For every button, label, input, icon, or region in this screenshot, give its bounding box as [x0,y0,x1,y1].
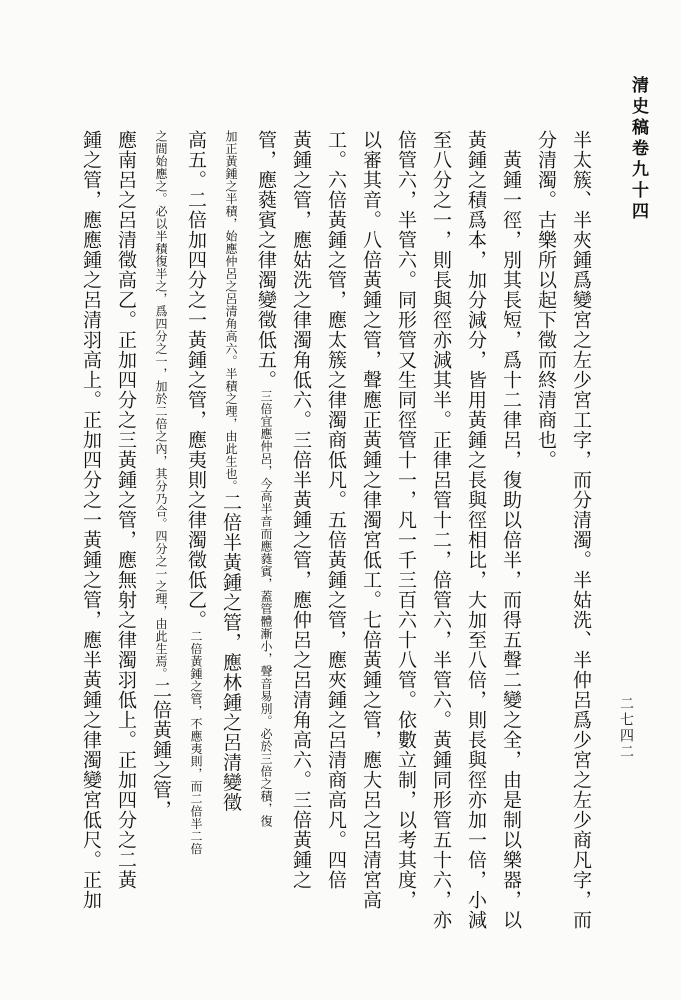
text-run: 倍管六，半管六。同形管又生同徑管十一，凡一千三百六十八管。依數立制，以考其度， [395,130,417,910]
text-run: 以審其音。八倍黃鍾之管，聲應正黃鍾之律濁宮低工。七倍黃鍾之管，應大呂之呂清宮高 [360,130,382,910]
text-column [423,130,458,960]
running-title: 清史稿卷九十四 [628,76,648,223]
text-run: 分清濁。古樂所以起下徵而終清商也。 [535,130,557,470]
text-column [178,130,213,960]
text-column [73,130,108,960]
annotation-run: 加正黃鍾之半積，始應仲呂之呂清角高六。半積之理，由此生也。 [224,130,238,493]
text-column [493,130,528,960]
text-run: 應南呂之呂清徵高乙。正加四分之三黃鍾之管，應無射之律濁羽低上。正加四分之二黃 [115,130,137,890]
text-column [563,130,598,960]
text-column [283,130,318,960]
text-column [388,130,423,960]
text-column [318,130,353,960]
text-column [353,130,388,960]
annotation-run: 二倍黃鍾之管，不應夷則，而二倍半二倍 [189,630,203,855]
text-run: 黃鍾一徑，別其長短，爲十二律呂，復助以倍半，而得五聲二變之全，由是制以樂器，以 [500,130,522,930]
annotation-run: 三倍宜應仲呂，今高半音而應蕤賓，蓋管體漸小，聲音易別。必於三倍之積，復 [259,390,273,828]
text-column [143,130,178,960]
body-text [80,130,598,960]
text-run: 高五。二倍加四分之一黃鍾之管，應夷則之律濁徵低乙。 [185,130,207,630]
text-column [213,130,248,960]
text-run: 鍾之管，應應鍾之呂清羽高上。正加四分之一黃鍾之管，應半黃鍾之律濁變宮低尺。正加 [80,130,102,910]
page-number: 二七四二 [618,696,634,760]
text-run: 工。六倍黃鍾之管，應太簇之律濁商低凡。五倍黃鍾之管，應夾鍾之呂清商高凡。四倍 [325,130,347,890]
text-column [108,130,143,960]
annotation-run: 之間始應之。必以半積復半之，爲四分之一，加於二倍之內，其分乃合。四分之一之理，由此生焉。 [154,130,168,680]
text-run: 二倍半黃鍾之管，應林鍾之呂清變徵 [220,492,242,813]
text-column [458,130,493,960]
text-run: 半太簇、半夾鍾爲變宮之左少宮工字，而分清濁。半姑洗、半仲呂爲少宮之左少商凡字，而 [570,130,592,930]
text-run: 黃鍾之管，應姑洗之律濁角低六。三倍半黃鍾之管，應仲呂之呂清角高六。三倍黃鍾之 [290,130,312,890]
text-column [248,130,283,960]
text-run: 管，應蕤賓之律濁變徵低五。 [255,130,277,390]
text-run: 二倍黃鍾之管， [150,680,172,820]
text-run: 至八分之一，則長與徑亦減其半。正律呂管十二，倍管六，半管六。黃鍾同形管五十六，亦 [430,130,452,930]
text-column [528,130,563,960]
text-run: 黃鍾之積爲本，加分減分，皆用黃鍾之長與徑相比，大加至八倍，則長與徑亦加一倍，小減 [465,130,487,930]
